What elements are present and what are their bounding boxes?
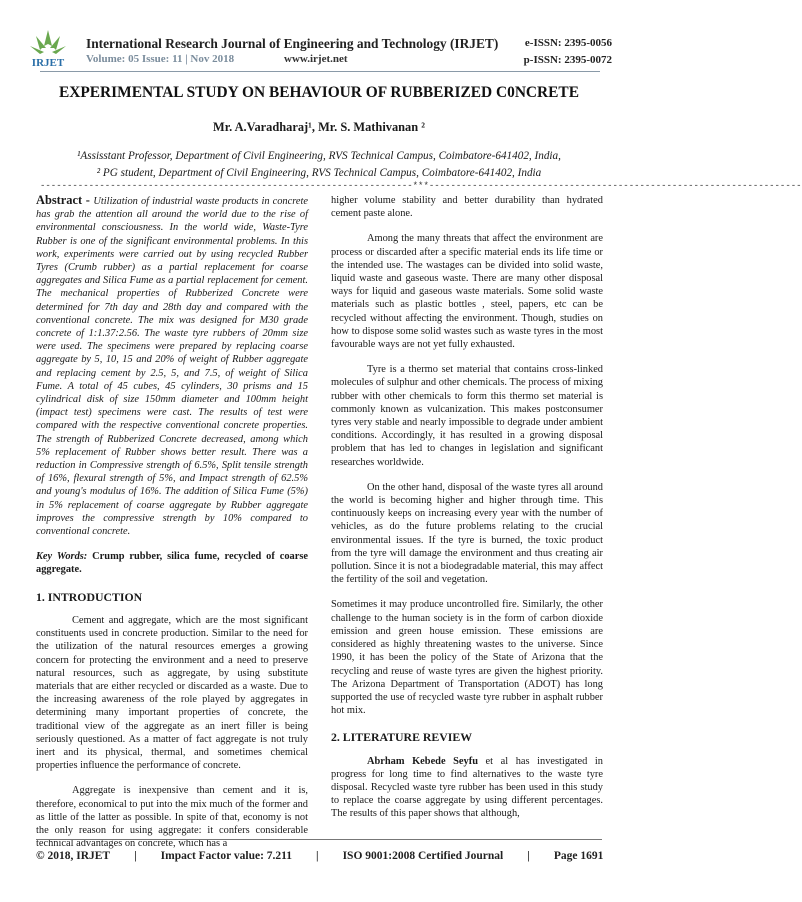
page-footer <box>36 850 602 862</box>
body-paragraph-4: On the other hand, disposal of the waste tyres all around the world is becoming higher and higher through time. This continuously keeps on increasing every year with the number of vehicles, as do the future problems relating to the crucial environmental issues. If the tyre is burned, the toxic product from the tyre will damage the environment and thus creating air pollution. Since it is not a biodegradable material, this may affect the fertility of the soil and vegetation. <box>331 481 603 586</box>
affiliation-1: ¹Assisstant Professor, Department of Civil Engineering, RVS Technical Campus, Coimbatore-641402, India, <box>77 150 561 162</box>
footer-impact-factor: Impact Factor value: 7.211 <box>160 850 293 862</box>
authors: Mr. A.Varadharaj¹, Mr. S. Mathivanan ² <box>213 120 425 134</box>
intro-paragraph-2: Aggregate is inexpensive than cement and it is, therefore, economical to put into the mix much of the former and as little of the latter as possible. In spite of that, economy is not the only reason for using aggregate: it confers considerable technical advantages on concrete, which has a <box>36 785 308 850</box>
footer-copyright: © 2018, IRJET <box>36 850 111 862</box>
journal-header <box>0 0 638 78</box>
abstract <box>36 194 308 538</box>
literature-paragraph-1 <box>331 755 603 821</box>
journal-website: www.irjet.net <box>284 53 348 65</box>
footer-separator: | <box>316 850 319 862</box>
body-paragraph-5: Sometimes it may produce uncontrolled fire. Similarly, the other challenge to the human society is in the form of carbon dioxide emission and green house emission. These emissions are considered as highly threatening wastes to the universe. Since 1990, it has been the policy of the State of Arizona that the recycling and reuse of waste tyres are given the highest priority. The Arizona Department of Transportation (ADOT) has long supported the use of recycled waste tyre rubber in asphalt rubber hot mix. <box>331 599 603 717</box>
intro-paragraph-1: Cement and aggregate, which are the most significant constituents used in concrete production. Similar to the need for the utilization of the natural resources emerges a growing concern for protecting the environment and a need to preserve natural resources, such as aggregate, by using substitute materials that are either recycled or discarded as a waste. Due to the increasing awareness of the role played by aggregates in determining many important properties of concrete, the traditional view of the aggregate as an inert filler is being seriously questioned. As a matter of fact aggregate is not truly inert and its physical, thermal, and sometimes chemical properties influence the performance of concrete. <box>36 614 308 772</box>
footer-rule <box>36 839 602 840</box>
section-heading-literature-review: 2. LITERATURE REVIEW <box>331 730 473 745</box>
volume-issue: Volume: 05 Issue: 11 | Nov 2018 <box>86 53 235 65</box>
paper-title: EXPERIMENTAL STUDY ON BEHAVIOUR OF RUBBERIZED C0NCRETE <box>59 84 579 101</box>
footer-separator: | <box>134 850 137 862</box>
section-divider: ---------------------------------------------------------------------***--------------------------------------------------------------------- <box>40 181 802 191</box>
footer-iso: ISO 9001:2008 Certified Journal <box>342 850 504 862</box>
left-column <box>36 194 308 862</box>
abstract-text: Utilization of industrial waste products in concrete has grab the attention all around the world due to the rise of environmental consciousness. In the world wide, Waste-Tyre Rubber is one of the significant environmental problems. In this work, experiments were carried out by using recycled Rubber Tyres (Crumb rubber) as a partial replacement for coarse aggregates and Silica Fume as a partial replacement for cement. The mechanical properties of Rubberized Concrete were determined for 7th day and 28th day and compared with the conventional concrete. The mix was designed for M30 grade concrete of 1:1.37:2.56. The waste tyre rubbers of 20mm size were used. The specimens were prepared by replacing coarse aggregate by 5, 10, 15 and 20% of weight of Rubber aggregate and replacing cement by 2.5, 5, and 7.5, of weight of Silica Fume. A total of 45 cubes, 45 cylinders, 30 prisms and 15 cylindrical disk of size 150mm diameter and 100mm height (impact test) specimens were cast. The results of test were compared with the respective conventional concrete properties. The strength of Rubberized Concrete decreased, among which 5% replacement of Rubber shows better result. There was a reduction in Compressive strength of 6.5%, Split tensile strength of 16%, flexural strength of 5%, and Impact strength of 62.5% and young's modulus of 16%. The addition of Silica Fume (5%) in 5% replacement of coarse aggregate by Rubber aggregate improves the compressive strength by 10% compared to conventional concrete. <box>36 196 308 538</box>
journal-title: International Research Journal of Engineering and Technology (IRJET) <box>86 36 499 51</box>
right-column <box>331 194 603 833</box>
header-rule <box>40 71 600 72</box>
irjet-logo-icon <box>26 28 70 68</box>
cited-author: Abrham Kebede Seyfu <box>367 755 478 767</box>
body-paragraph-3: Tyre is a thermo set material that contains cross-linked molecules of sulphur and other chemicals. The process of mixing rubber with other chemicals to form this thermo set material is commonly known as vulcanization. This makes postconsumer tyres very stable and nearly impossible to degrade under ambient conditions. Accordingly, it has resulted in a growing disposal problem that has led to changes in legislation and significant researches worldwide. <box>331 364 603 468</box>
keywords <box>36 550 308 576</box>
keywords-label: Key Words: <box>36 551 88 563</box>
footer-separator: | <box>527 850 530 862</box>
footer-page-number: Page 1691 <box>553 850 604 862</box>
affiliation-2: ² PG student, Department of Civil Engineering, RVS Technical Campus, Coimbatore-641402, India <box>96 167 542 179</box>
body-paragraph-2: Among the many threats that affect the environment are process or discarded after a specific material ends its life time or the intended use. The wastages can be divided into solid waste, liquid waste and gaseous waste. There are many other disposal ways for liquid and gaseous waste materials. Some solid waste materials such as plastic bottles , steel, papers, etc can be recycled without affecting the environment. Though, studies on how to dispose some solid wastes such as waste tyres in the most favourable ways are not yet fully exhausted. <box>331 233 603 351</box>
svg-text:IRJET: IRJET <box>31 57 65 69</box>
body-paragraph-1: higher volume stability and better durability than hydrated cement paste alone. <box>331 195 603 220</box>
eissn: e-ISSN: 2395-0056 <box>524 37 612 49</box>
section-heading-introduction: 1. INTRODUCTION <box>36 589 143 604</box>
keywords-text: Crump rubber, silica fume, recycled of coarse aggregate. <box>36 551 308 576</box>
abstract-label: Abstract - <box>36 193 94 207</box>
pissn: p-ISSN: 2395-0072 <box>523 54 612 66</box>
literature-text: et al has investigated in progress for long time to find alternatives to the waste tyre disposal. Recycled waste tyre rubber has been used in this study to replace the coarse aggregate by using different percentages. The results of this paper shows that although, <box>331 755 603 820</box>
